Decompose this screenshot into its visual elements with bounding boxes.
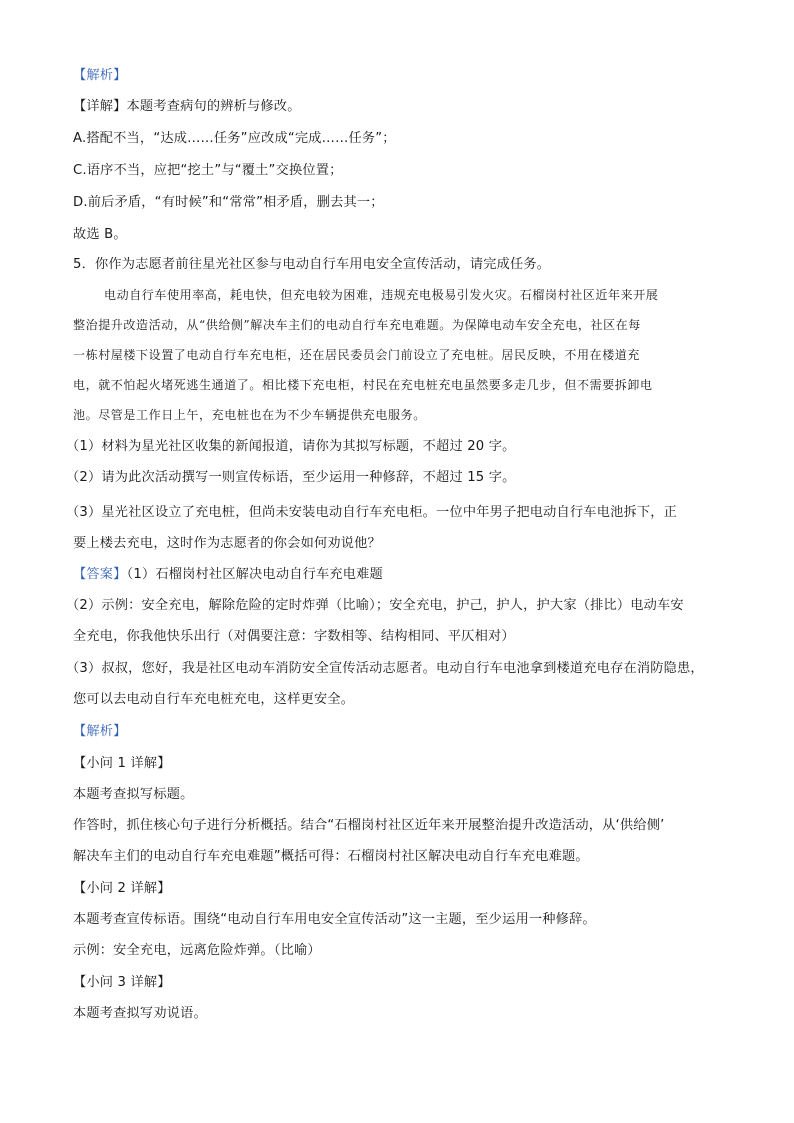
sub-detail-1-text: 作答时，抓住核心句子进行分析概括。结合“石榴岗村社区近年来开展整治提升改造活动，从‘供给侧’	[73, 818, 665, 833]
analysis-heading: 【解析】	[73, 68, 127, 83]
sub-question-3-cont: 要上楼去充电，这时作为志愿者的你会如何劝说他？	[73, 536, 381, 551]
sub-detail-3-text: 本题考查拟写劝说语。	[73, 1006, 207, 1021]
sub-detail-2-heading: 【小问 2 详解】	[73, 881, 171, 896]
sub-detail-1-heading: 【小问 1 详解】	[73, 756, 171, 771]
answer-1: （1）石榴岗村社区解决电动自行车充电难题	[126, 567, 383, 582]
sub-detail-1-text: 本题考查拟写标题。	[73, 787, 194, 802]
answer-3-cont: 您可以去电动自行车充电桩充电，这样更安全。	[73, 692, 355, 707]
q4-choice: 故选 B。	[73, 227, 127, 242]
sub-detail-2-text: 本题考查宣传标语。围绕“电动自行车用电安全宣传活动”这一主题，至少运用一种修辞。	[73, 912, 596, 927]
answer-2-cont: 全充电，你我他快乐出行（对偶要注意：字数相等、结构相同、平仄相对）	[73, 629, 515, 644]
material-line: 池。尽管是工作日上午，充电桩也在为不少车辆提供充电服务。	[73, 408, 426, 422]
material-line: 整治提升改造活动，从“供给侧”解决车主们的电动自行车充电难题。为保障电动车安全充电，社区在每	[73, 318, 641, 332]
q4-option-a: A.搭配不当，“达成……任务”应改成“完成……任务”；	[73, 131, 396, 146]
sub-detail-2-text: 示例：安全充电，远离危险炸弹。（比喻）	[73, 943, 321, 958]
material-line: 电动自行车使用率高，耗电快，但充电较为困难，违规充电极易引发火灾。石榴岗村社区近年来开展	[104, 288, 659, 302]
sub-question-1: （1）材料为星光社区收集的新闻报道，请你为其拟写标题，不超过 20 字。	[66, 439, 516, 454]
sub-question-2: （2）请为此次活动撰写一则宣传标语，至少运用一种修辞，不超过 15 字。	[66, 470, 516, 485]
answer-label: 【答案】	[73, 567, 127, 582]
material-line: 电，就不怕起火堵死逃生通道了。相比楼下充电柜，村民在充电桩充电虽然要多走几步，但不需要拆卸电	[73, 378, 653, 392]
q4-option-d: D.前后矛盾，“有时候”和“常常”相矛盾，删去其一；	[73, 195, 384, 210]
q4-option-c: C.语序不当，应把“挖土”与“覆土”交换位置；	[73, 163, 343, 178]
sub-question-3: （3）星光社区设立了充电桩，但尚未安装电动自行车充电柜。一位中年男子把电动自行车电池拆下，正	[66, 505, 678, 520]
answer-line-1	[73, 565, 383, 585]
sub-detail-1-text: 解决车主们的电动自行车充电难题”概括可得：石榴岗村社区解决电动自行车充电难题。	[73, 849, 589, 864]
sub-detail-3-heading: 【小问 3 详解】	[73, 975, 171, 990]
material-line: 一栋村屋楼下设置了电动自行车充电柜，还在居民委员会门前设立了充电桩。居民反映，不用在楼道充	[73, 348, 641, 362]
answer-2: （2）示例：安全充电，解除危险的定时炸弹（比喻）；安全充电，护己，护人，护大家（排比）电动车安	[66, 598, 684, 613]
analysis-heading-2: 【解析】	[73, 724, 127, 739]
q5-stem: 5．你作为志愿者前往星光社区参与电动自行车用电安全宣传活动，请完成任务。	[73, 257, 551, 272]
answer-3: （3）叔叔，您好，我是社区电动车消防安全宣传活动志愿者。电动自行车电池拿到楼道充电存在消防隐患，	[66, 661, 704, 676]
q4-detail: 【详解】本题考查病句的辨析与修改。	[73, 99, 301, 114]
